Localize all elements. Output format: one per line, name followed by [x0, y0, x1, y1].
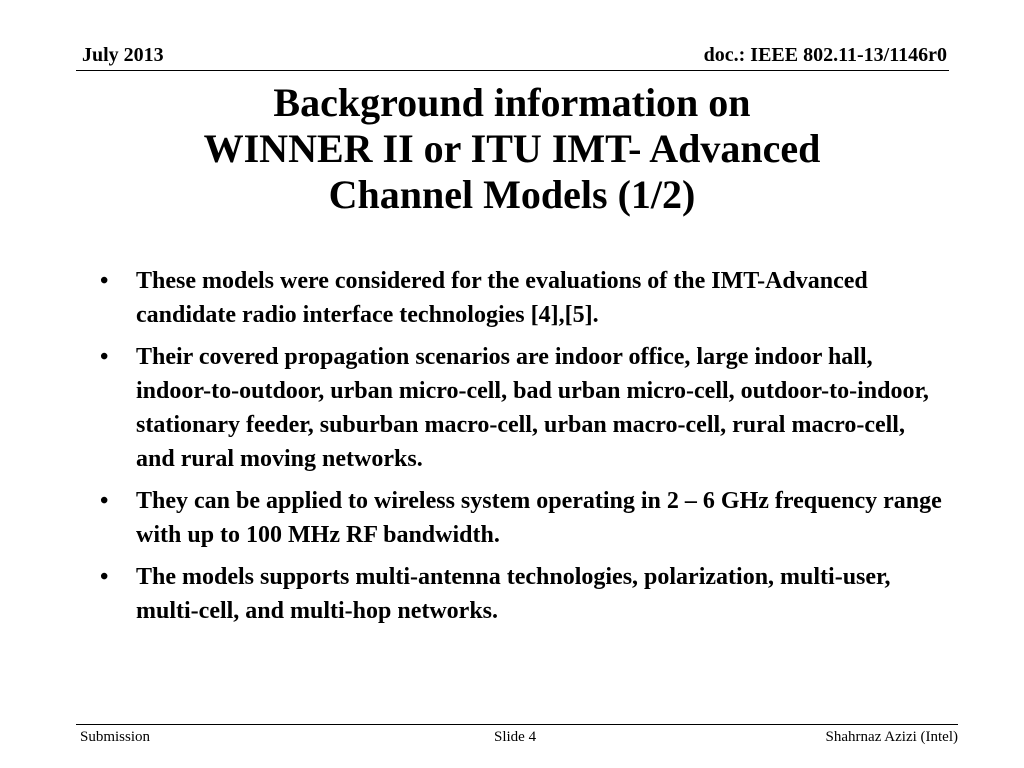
bullet-text: These models were considered for the evaluations of the IMT-Advanced candidate radio interface technologies [4],[5].	[136, 268, 868, 328]
bullet-item	[96, 264, 946, 332]
header-date: July 2013	[82, 44, 164, 66]
title-line-1: Background information on	[273, 80, 751, 125]
bullet-marker: •	[100, 488, 109, 514]
bullet-item	[96, 560, 946, 628]
slide-header	[76, 42, 949, 71]
title-line-3: Channel Models (1/2)	[328, 172, 696, 217]
bullet-list	[96, 264, 946, 636]
footer-submission: Submission	[80, 729, 151, 745]
bullet-marker: •	[100, 344, 109, 370]
bullet-item	[96, 340, 946, 476]
slide-footer	[76, 724, 958, 745]
bullet-text: Their covered propagation scenarios are indoor office, large indoor hall, indoor-to-outdoor, urban micro-cell, bad urban micro-cell, outdoor-to-indoor, stationary feeder, suburban macro-cell, urban macro-cell, rural macro-cell, and rural moving networks.	[136, 344, 929, 472]
bullet-text: The models supports multi-antenna technologies, polarization, multi-user, multi-cell, and multi-hop networks.	[136, 564, 891, 624]
footer-author: Shahrnaz Azizi (Intel)	[825, 729, 958, 745]
bullet-item	[96, 484, 946, 552]
title-line-2: WINNER II or ITU IMT- Advanced	[203, 126, 821, 171]
bullet-marker: •	[100, 564, 109, 590]
bullet-marker: •	[100, 268, 109, 294]
bullet-text: They can be applied to wireless system operating in 2 – 6 GHz frequency range with up to 100 MHz RF bandwidth.	[136, 488, 942, 548]
slide-title	[0, 80, 1024, 218]
footer-slide-number: Slide 4	[494, 729, 537, 745]
header-doc-id: doc.: IEEE 802.11-13/1146r0	[703, 44, 947, 66]
